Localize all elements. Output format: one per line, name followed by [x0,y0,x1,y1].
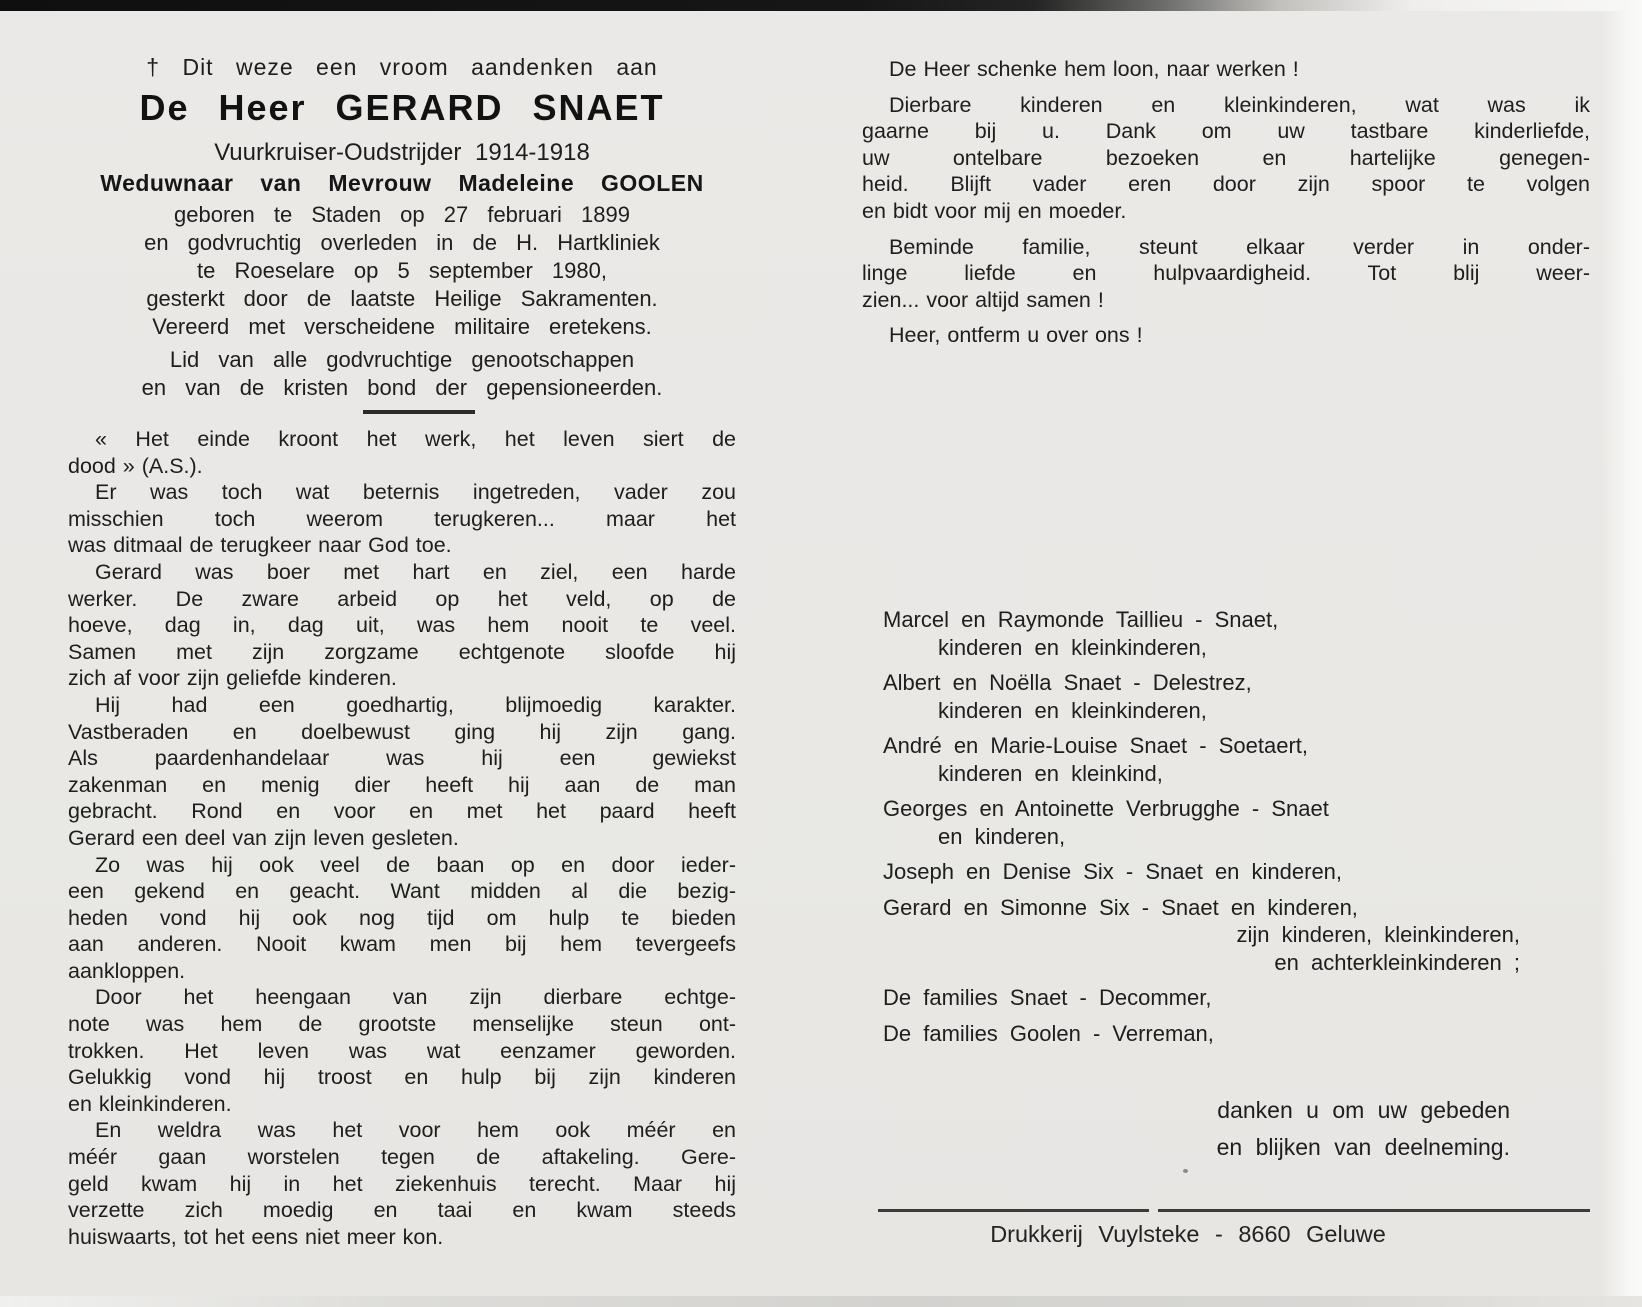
text-line: en kleinkinderen. [68,1091,232,1116]
family-entry-line: en achterkleinkinderen ; [1274,949,1520,975]
paragraph [862,234,1590,314]
family-entry [883,1020,1520,1048]
text-line: huiswaarts, tot het eens niet meer kon. [68,1224,444,1249]
text-line: Als paardenhandelaar was hij een gewiekst [68,746,736,771]
family-entry-line: Joseph en Denise Six - Snaet en kinderen, [883,859,1343,884]
paragraph [68,984,736,1117]
family-entry [883,669,1520,724]
text-line: was ditmaal de terugkeer naar God toe. [68,533,452,558]
family-entry-line: André en Marie-Louise Snaet - Soetaert, [883,733,1309,758]
text-line: misschien toch weerom terugkeren... maar het [68,506,736,531]
text-line: De Heer schenke hem loon, naar werken ! [889,57,1299,81]
printer-divider-segment [1158,1209,1590,1212]
widower-line: Weduwnaar van Mevrouw Madeleine GOOLEN [100,170,704,196]
paragraph [862,92,1590,225]
text-line: gesterkt door de laatste Heilige Sakramenten. [146,286,658,311]
text-line: Door het heengaan van zijn dierbare echtge- [95,985,736,1010]
deceased-name: De Heer GERARD SNAET [139,87,665,128]
text-line: danken u om uw gebeden [1217,1097,1510,1123]
family-entry-line: Georges en Antoinette Verbrugghe - Snaet [883,796,1329,821]
thanks-note [862,1092,1510,1166]
text-line: méér gaan worstelen tegen de aftakeling. Gere- [68,1145,736,1170]
memorial-intro-line: † Dit weze een vroom aandenken aan [146,54,658,80]
paragraph [862,56,1590,83]
family-entry-line: De families Snaet - Decommer, [883,985,1212,1010]
family-entry-line: kinderen en kleinkind, [938,760,1163,786]
family-entry-line: zijn kinderen, kleinkinderen, [1236,922,1520,947]
family-entry [883,732,1520,787]
text-line: aan anderen. Nooit kwam men bij hem tevergeefs [68,932,736,957]
text-line: « Het einde kroont het werk, het leven siert de [95,427,736,451]
family-entry-line: De families Goolen - Verreman, [883,1020,1214,1046]
paragraph [68,479,736,559]
text-line: Vastberaden en doelbewust ging hij zijn gang. [68,719,736,744]
veteran-title: Vuurkruiser-Oudstrijder 1914-1918 [214,139,590,166]
text-line: en van de kristen bond der gepensioneerden. [141,375,663,400]
family-entry-line: Marcel en Raymonde Taillieu - Snaet, [883,607,1279,632]
text-line: note was hem de grootste menselijke steun ont- [68,1012,736,1037]
text-line: zien... voor altijd samen ! [862,287,1104,312]
text-line: te Roeselare op 5 september 1980, [197,258,607,283]
text-line: Lid van alle godvruchtige genootschappen [169,347,635,372]
text-line: Hij had een goedhartig, blijmoedig karakter. [95,692,736,717]
text-line: zakenman en menig dier heeft hij aan de man [68,772,736,797]
text-line: en godvruchtig overleden in de H. Hartkliniek [144,230,660,255]
text-line: uw ontelbare bezoeken en hartelijke genegen- [862,145,1590,170]
right-column [862,0,1590,1307]
printer-credit: Drukkerij Vuylsteke - 8660 Geluwe [990,1221,1386,1247]
family-entry [883,606,1520,661]
printer-divider-rule [878,1209,1590,1212]
text-line: linge liefde en hulpvaardigheid. Tot blij weer- [862,261,1590,286]
family-entry-line: en kinderen, [938,823,1066,849]
section-divider-rule [363,410,475,414]
family-entry-line: kinderen en kleinkinderen, [938,634,1207,660]
text-line: Dierbare kinderen en kleinkinderen, wat was ik [889,92,1590,117]
family-entry [883,984,1520,1012]
text-line: en blijken van deelneming. [1216,1134,1510,1160]
text-line: Er was toch wat beternis ingetreden, vader zou [95,480,736,505]
family-entry [883,858,1520,886]
family-entry [883,894,1520,977]
paragraph [862,322,1590,349]
family-entry-line: Albert en Noëlla Snaet - Delestrez, [883,670,1252,695]
text-line: en bidt voor mij en moeder. [862,198,1127,223]
text-line: Gelukkig vond hij troost en hulp bij zijn kinderen [68,1065,736,1090]
scan-right-edge [1602,0,1642,1307]
text-line: Gerard was boer met hart en ziel, een harde [95,559,736,584]
biography-lines [68,201,736,402]
text-line: heden vond hij ook nog tijd om hulp te bieden [68,905,736,930]
text-line: hoeve, dag in, dag uit, was hem nooit te veel. [68,613,736,638]
text-line: heid. Blijft vader eren door zijn spoor te volgen [862,172,1590,197]
family-entry-line: kinderen en kleinkinderen, [938,697,1207,723]
text-line: Samen met zijn zorgzame echtgenote sloofde hij [68,639,736,664]
text-line: dood » (A.S.). [68,453,203,478]
family-entry-line: Gerard en Simonne Six - Snaet en kinderen, [883,894,1358,920]
text-line: gaarne bij u. Dank om uw tastbare kinderliefde, [862,119,1590,144]
text-line: aankloppen. [68,958,186,983]
text-line: gebracht. Rond en voor en met het paard heeft [68,799,736,824]
text-line: trokken. Het leven was wat eenzamer geworden. [68,1038,736,1063]
text-line: zich af voor zijn geliefde kinderen. [68,666,397,691]
paragraph [68,559,736,692]
text-line: En weldra was het voor hem ook méér en [95,1118,736,1143]
family-list [883,606,1520,1055]
paragraph [68,692,736,852]
family-entry [883,795,1520,850]
right-prayer-text [862,56,1590,358]
text-line: werker. De zware arbeid op het veld, op de [68,586,736,611]
paragraph [68,426,736,479]
printer-divider-segment [878,1209,1149,1212]
left-eulogy-text [68,426,736,1250]
paragraph [68,1117,736,1250]
text-line: geboren te Staden op 27 februari 1899 [174,202,630,227]
text-line: Heer, ontferm u over ons ! [889,323,1143,348]
text-line: Vereerd met verscheidene militaire eretekens. [152,314,652,339]
text-line: geld kwam hij in het ziekenhuis terecht. Maar hij [68,1171,736,1196]
text-line: verzette zich moedig en taai en kwam steeds [68,1198,736,1223]
text-line: Zo was hij ook veel de baan op en door ieder- [95,852,736,877]
text-line: Gerard een deel van zijn leven gesleten. [68,825,459,850]
paragraph [68,852,736,985]
text-line: Beminde familie, steunt elkaar verder in onder- [889,234,1590,259]
text-line: een gekend en geacht. Want midden al die bezig- [68,879,736,904]
left-column [68,0,736,1307]
